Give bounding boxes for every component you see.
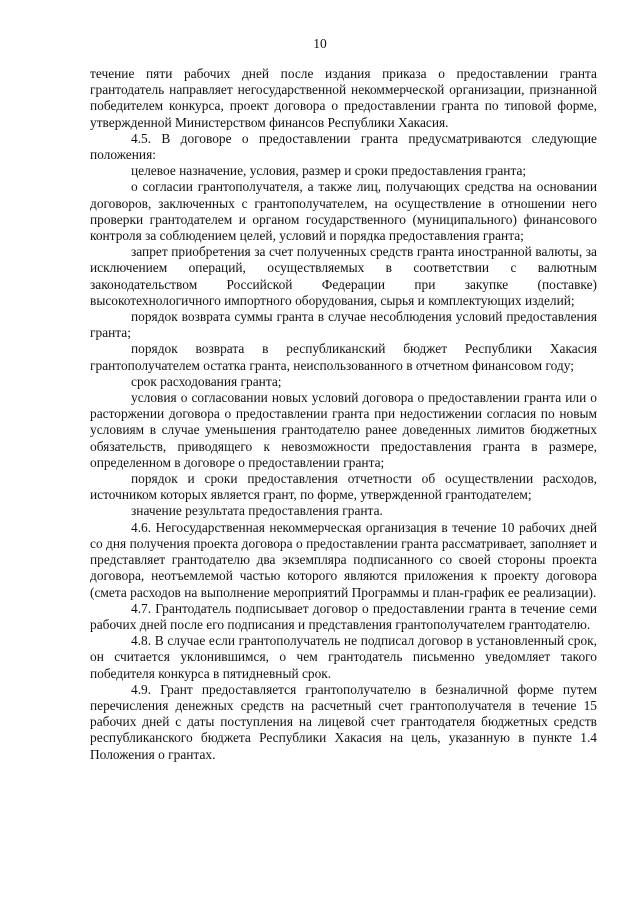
paragraph-clause-4-9: 4.9. Грант предоставляется грантополучателю в безналичной форме путем перечисления денежных средств на расчетный счет грантополучателя в течение 15 рабочих дней с даты поступления на лицевой счет грантодателя бюджетных средств республиканского бюджета Республики Хакасия на цель, указанную в пункте 1.4 Положения о грантах. — [90, 681, 597, 762]
list-item-result-value: значение результата предоставления гранта. — [131, 503, 383, 519]
list-item-refund-procedure: порядок возврата суммы гранта в случае несоблюдения условий предоставления гранта; — [90, 309, 597, 341]
document-body — [90, 66, 597, 763]
paragraph-continuation: течение пяти рабочих дней после издания приказа о предоставлении гранта грантодатель направляет негосударственной некоммерческой организации, признанной победителем конкурса, проект договора о предоставлении гранта по типовой форме, утвержденной Министерством финансов Республики Хакасия. — [90, 66, 597, 130]
page-number: 10 — [313, 36, 327, 51]
list-item-purpose: целевое назначение, условия, размер и сроки предоставления гранта; — [131, 163, 527, 179]
paragraph-clause-4-7: 4.7. Грантодатель подписывает договор о предоставлении гранта в течение семи рабочих дней после его подписания и представления грантополучателем грантодателю. — [90, 600, 597, 632]
list-item-consent-inspection: о согласии грантополучателя, а также лиц, получающих средства на основании договоров, заключенных с грантополучателем, на осуществление в отношении него проверки грантодателем и органом государственного (муниципального) финансового контроля за соблюдением целей, условий и порядка предоставления гранта; — [90, 179, 597, 244]
paragraph-clause-4-8: 4.8. В случае если грантополучатель не подписал договор в установленный срок, он считается уклонившимся, о чем грантодатель письменно уведомляет такого победителя конкурса в пятидневный срок. — [90, 633, 597, 681]
list-item-amendment-terms: условия о согласовании новых условий договора о предоставлении гранта или о расторжении договора о предоставлении гранта при недостижении согласия по новым условиям в случае уменьшения грантодателю ранее доведенных лимитов бюджетных обязательств, приводящего к невозможности предоставления гранта в размере, определенном в договоре о предоставлении гранта; — [90, 390, 597, 470]
paragraph-clause-4-5: 4.5. В договоре о предоставлении гранта предусматриваются следующие положения: — [90, 130, 597, 163]
list-item-reporting: порядок и сроки предоставления отчетности об осуществлении расходов, источником которых является грант, по форме, утвержденной грантодателем; — [90, 471, 597, 503]
list-item-currency-ban: запрет приобретения за счет полученных средств гранта иностранной валюты, за исключением операций, осуществляемых в соответствии с валютным законодательством Российской Федерации при закупке (поставке) высокотехнологичного импортного оборудования, сырья и комплектующих изделий; — [90, 244, 597, 308]
list-item-remainder-return: порядок возврата в республиканский бюджет Республики Хакасия грантополучателем остатка гранта, неиспользованного в отчетном финансовом году; — [90, 341, 597, 373]
list-item-spending-term: срок расходования гранта; — [131, 373, 282, 389]
paragraph-clause-4-6: 4.6. Негосударственная некоммерческая организация в течение 10 рабочих дней со дня получения проекта договора о предоставлении гранта рассматривает, заполняет и представляет грантодателю два экземпляра подписанного со своей стороны проекта договора, неотъемлемой частью которого являются приложения к проекту договора (смета расходов на выполнение мероприятий Программы и план-график ее реализации). — [90, 519, 597, 600]
